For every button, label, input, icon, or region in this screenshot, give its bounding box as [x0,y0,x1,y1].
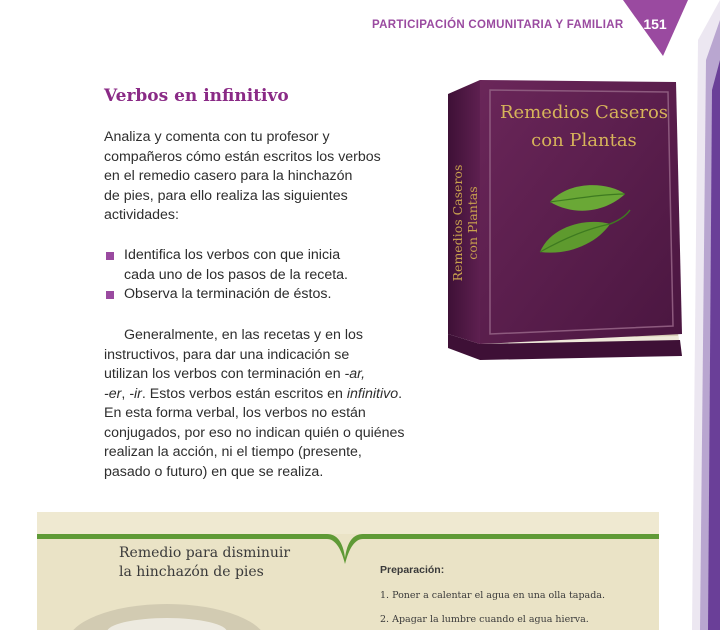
paragraph-line: instructivos, para dar una indicación se [104,346,350,363]
activity-list [106,246,436,305]
paragraph-line [104,365,434,385]
spine-line: con Plantas [465,186,480,260]
intro-line: Analiza y comenta con tu profesor y [104,129,330,145]
book-cover-title-line-2: con Plantas [531,130,637,151]
recipe-step: 1. Poner a calentar el agua en una olla tapada. [380,590,605,601]
paragraph-line [104,385,434,405]
list-item-line: Identifica los verbos con que inicia [124,247,341,263]
recipe-image [37,512,659,630]
intro-paragraph [104,128,434,226]
spine-line: Remedios Caseros [450,164,465,282]
paragraph-line: En esta forma verbal, los verbos no están [104,405,366,421]
page-number: 151 [643,16,667,32]
intro-line: en el remedio casero para la hinchazón [104,168,353,184]
italic-text: -ar, [344,366,366,382]
list-item [106,285,436,305]
paragraph-line: pasado o futuro) en que se realiza. [104,463,324,480]
intro-line: compañeros cómo están escritos los verbos [104,148,381,165]
paragraph-line: Generalmente, en las recetas y en los [124,327,363,343]
preparation-heading: Preparación: [380,564,445,576]
book-cover-title-line-1: Remedios Caseros [499,102,669,123]
italic-text: -ir [129,385,142,402]
book-spine-title [450,133,486,313]
text-run: . [398,385,403,402]
intro-line: actividades: [104,207,179,223]
paragraph-line: realizan la acción, ni el tiempo (presente, [104,444,362,460]
recipe-step: 2. Apagar la lumbre cuando el agua hierva. [380,614,589,625]
intro-line: de pies, para ello realiza las siguientes [104,187,348,204]
list-item [106,246,436,285]
list-item-line: cada uno de los pasos de la receta. [124,266,349,283]
square-bullet-icon [106,252,114,260]
explanation-paragraph [104,326,434,482]
text-run: utilizan los verbos con terminación en [104,366,345,382]
text-run: , [121,385,130,402]
italic-text: infinitivo [346,385,399,402]
section-label: PARTICIPACIÓN COMUNITARIA Y FAMILIAR [372,19,624,31]
text-run: . Estos verbos están escritos en [141,385,347,402]
recipe-title-line: Remedio para disminuir [119,545,291,561]
recipe-title [119,544,290,582]
section-title: Verbos en infinitivo [104,86,289,106]
square-bullet-icon [106,291,114,299]
list-item-line: Observa la terminación de éstos. [124,286,332,302]
recipe-title-line: la hinchazón de pies [119,564,264,580]
italic-text: -er [104,385,122,402]
paragraph-line: conjugados, por eso no indican quién o quiénes [104,424,405,441]
leaf-icon [530,180,640,260]
